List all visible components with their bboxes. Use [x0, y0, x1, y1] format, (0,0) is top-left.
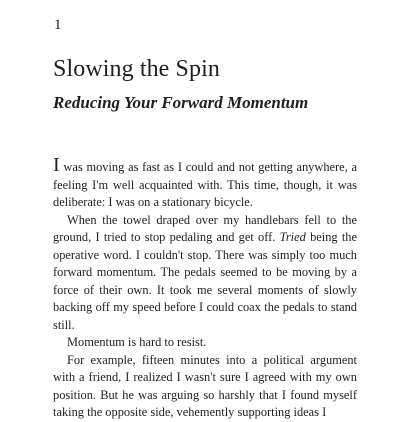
- paragraph-3: Momentum is hard to resist.: [67, 335, 207, 349]
- drop-cap: I: [53, 154, 60, 176]
- paragraph-4: For example, fifteen minutes into a political argument with a friend, I realized I wasn't sure I agreed with my own position. But he was arguing so harshly that I found myself taking the opposite side, vehemently supporting ideas I: [53, 352, 357, 419]
- chapter-subtitle: Reducing Your Forward Momentum: [53, 93, 309, 112]
- chapter-body: [53, 154, 357, 422]
- paragraph-1-text: was moving as fast as I could and not getting anywhere, a feeling I'm well acquainted with. This time, though, it was deliberate: I was on a stationary bicycle.: [53, 160, 357, 209]
- chapter-title: Slowing the Spin: [53, 56, 220, 82]
- chapter-number: 1: [54, 17, 62, 33]
- paragraph-2-text-end: being the operative word. I couldn't stop. There was simply too much forward momentum. The pedals seemed to be moving by a force of their own. It took me several moments of slowly backing off my speed before I could coax the pedals to stand still.: [53, 230, 357, 332]
- paragraph-1: [53, 154, 357, 212]
- emphasis-tried: Tried: [279, 230, 306, 244]
- paragraph-2: [53, 212, 357, 335]
- paragraph-2-text-start: When the towel draped over my handlebars fell to the ground, I tried to stop pedaling and get off.: [53, 212, 357, 244]
